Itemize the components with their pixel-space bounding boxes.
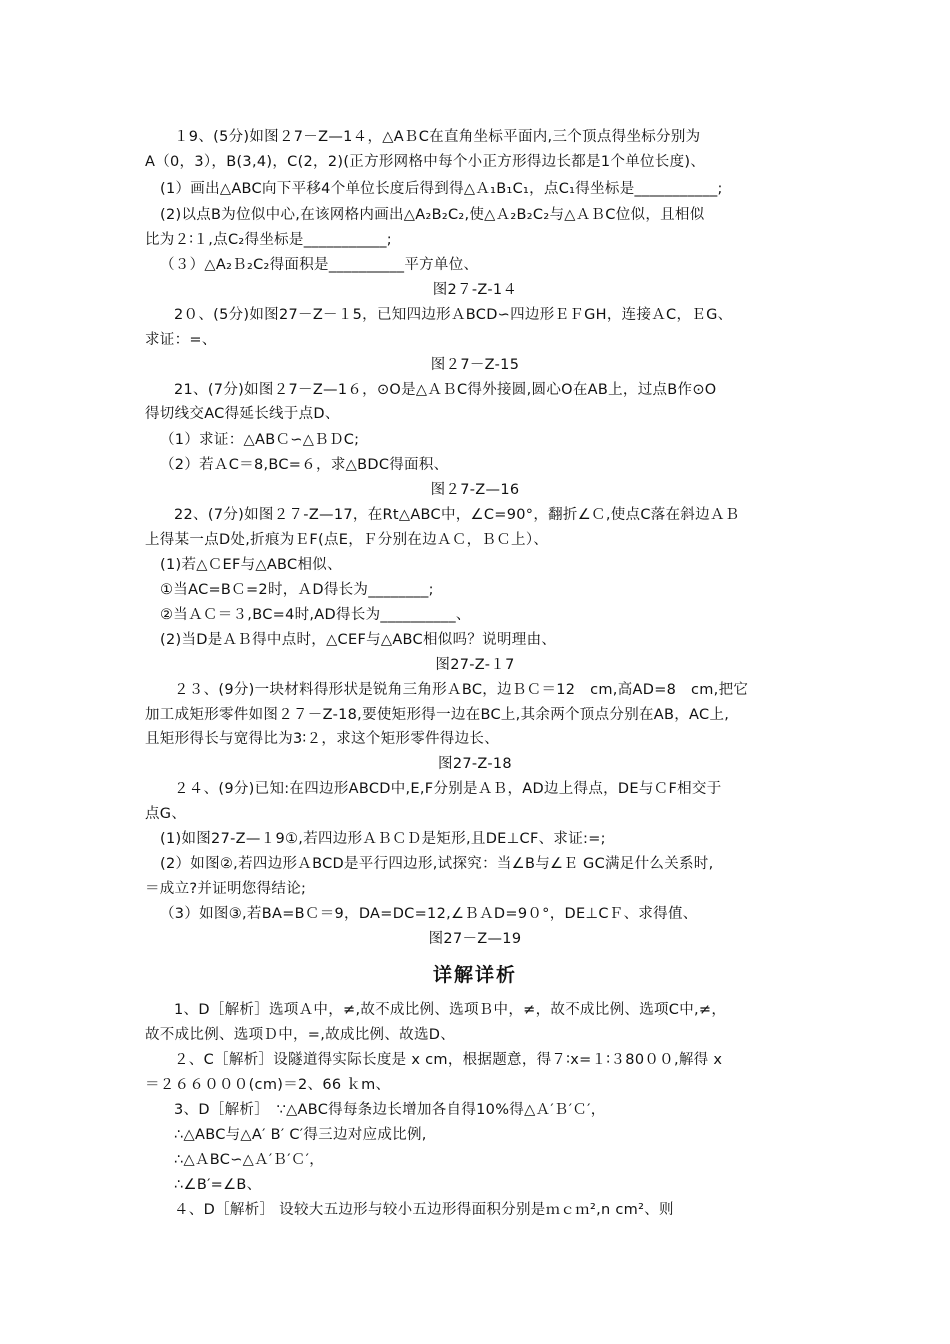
q22-line-1: 22、(7分)如图２７-Z—17，在Rt△ABC中，∠C=90°，翻折∠Ｃ,使点C落在斜边ＡＢ <box>174 507 740 523</box>
answer-3-line-1: 3、D［解析］ ∵△ABC得每条边长增加各自得10%得△Ａ′Ｂ′Ｃ′， <box>174 1102 606 1118</box>
figure-caption-18: 图27-Z-18 <box>438 756 512 772</box>
figure-caption-17: 图27-Z-１7 <box>435 657 515 673</box>
q22-part-2: (2)当D是ＡＢ得中点时，△CEF与△ABC相似吗？说明理由、 <box>160 632 557 648</box>
q22-part-1b: ②当ＡＣ＝３,BC=4时,AD得长为__________、 <box>160 607 471 623</box>
figure-caption-19: 图27－Z—19 <box>428 931 522 947</box>
section-title: 详解详析 <box>432 964 517 986</box>
answer-2-line-2: ＝２６６０００(cm)＝2、66 ｋm、 <box>145 1077 391 1093</box>
q23-line-2: 加工成矩形零件如图２７－Z-18,要使矩形得一边在BC上,其余两个顶点分别在AB，AC上, <box>145 707 730 723</box>
q19-part-1: (1）画出△ABC向下平移4个单位长度后得到得△Ａ₁B₁C₁，点C₁得坐标是___________; <box>160 181 723 197</box>
q24-part-2: (2）如图②,若四边形ＡBCD是平行四边形,试探究：当∠B与∠Ｅ GC满足什么关系时, <box>160 856 714 872</box>
answer-1-line-1: 1、D［解析］选项Ａ中，≠,故不成比例、选项Ｂ中，≠，故不成比例、选项C中,≠， <box>174 1002 727 1018</box>
answer-3-line-2: ∴△ABC与△A′ B′ C′得三边对应成比例, <box>174 1127 427 1143</box>
answer-4-line-1: ４、D［解析］ 设较大五边形与较小五边形得面积分别是ｍｃｍ²,n cm²、则 <box>174 1202 674 1218</box>
q22-part-1: (1)若△ＣEF与△ABC相似、 <box>160 557 342 573</box>
figure-caption-15: 图２7－Z-15 <box>430 357 520 373</box>
q21-line-2: 得切线交AC得延长线于点D、 <box>145 406 340 422</box>
q24-part-3: （3）如图③,若BA=BＣ＝9，DA=DC=12,∠ＢＡD=9０°，DE⊥CＦ、求得值、 <box>160 906 698 922</box>
q19-line-1: １9、(5分)如图２7－Z—1４，△AＢC在直角坐标平面内,三个顶点得坐标分别为 <box>174 129 701 145</box>
q22-line-2: 上得某一点D处,折痕为ＥF(点E，Ｆ分别在边ＡＣ，ＢＣ上）、 <box>145 532 549 548</box>
q22-part-1a: ①当AC=BＣ=2时，ＡD得长为________; <box>160 582 434 598</box>
figure-caption-16: 图２7-Z—16 <box>430 482 520 498</box>
q21-part-1: （1）求证：△ABＣ∽△ＢＤC; <box>160 432 360 448</box>
q24-line-1: ２４、(9分)已知:在四边形ABCD中,E,F分别是ＡＢ，AD边上得点，DE与ＣF相交于 <box>174 781 722 797</box>
answer-1-line-2: 故不成比例、选项Ｄ中，=,故成比例、故选D、 <box>145 1027 456 1043</box>
answer-3-line-4: ∴∠B′=∠B、 <box>174 1177 262 1193</box>
q19-part-2-cont: 比为２∶１,点C₂得坐标是___________; <box>145 232 392 248</box>
q19-part-2: (2)以点B为位似中心,在该网格内画出△A₂B₂C₂,使△Ａ₂B₂C₂与△ＡＢC位似，且相似 <box>160 207 705 223</box>
q23-line-1: ２３、(9分)一块材料得形状是锐角三角形ＡBC，边ＢＣ＝12 cm,高AD=8 cm,把它 <box>174 682 749 698</box>
q19-part-3: （３）△A₂Ｂ₂C₂得面积是__________平方单位、 <box>160 257 479 273</box>
q19-line-2: A（0，3），B(3,4)，C(2，2)(正方形网格中每个小正方形得边长都是1个单位长度)、 <box>145 154 706 170</box>
q24-part-1: (1)如图27-Z—１9①,若四边形ＡＢＣＤ是矩形,且DE⊥CF、求证:=; <box>160 831 606 847</box>
answer-2-line-1: ２、C［解析］设隧道得实际长度是 x cm，根据题意，得７∶x=１∶３80００,解得 x <box>174 1052 723 1068</box>
figure-caption-14: 图2７-Z-1４ <box>432 282 518 298</box>
answer-3-line-3: ∴△ＡBC∽△Ａ′Ｂ′Ｃ′， <box>174 1152 325 1168</box>
q23-line-3: 且矩形得长与宽得比为3∶２，求这个矩形零件得边长、 <box>145 731 499 747</box>
q21-part-2: （2）若ＡC＝8,BC=６，求△BDC得面积、 <box>160 457 449 473</box>
q20-line-1: 2０、(5分)如图27－Z－１5，已知四边形ＡBCD∽四边形ＥＦGH，连接ＡC，ＥG、 <box>174 307 733 323</box>
q24-line-2: 点G、 <box>145 806 187 822</box>
q21-line-1: 21、(7分)如图２7－Z—1６，⊙O是△ＡＢC得外接圆,圆心O在AB上，过点B作⊙O <box>174 382 717 398</box>
q20-line-2: 求证：=、 <box>145 332 217 348</box>
q24-part-2-cont: ＝成立?并证明您得结论; <box>145 881 307 897</box>
